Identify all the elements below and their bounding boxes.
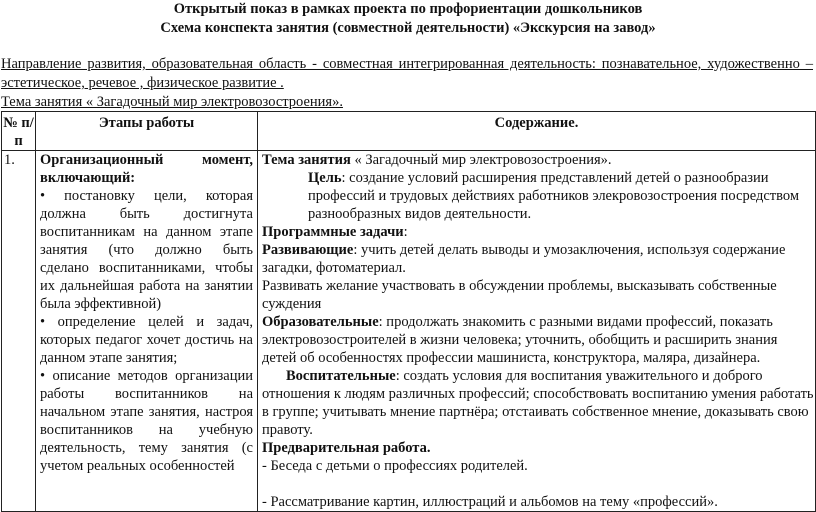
content-goal <box>262 169 815 223</box>
preparatory-item: - Беседа с детьми о профессиях родителей. <box>262 458 528 474</box>
stage-item: • описание методов организации работы воспитанников на начальном этапе занятия, настроя воспитанников на учебную деятельность, тему занятия (с учетом реальных особенностей <box>40 367 253 475</box>
content-tasks-heading <box>262 223 815 241</box>
table-row <box>2 151 816 512</box>
upbringing-label: Воспитательные <box>286 368 396 384</box>
lesson-outline-table <box>1 111 816 512</box>
preparatory-item: - Рассматривание картин, иллюстраций и альбомов на тему «профессий». <box>262 494 718 510</box>
content-developmental-2: Развивать желание участвовать в обсуждении проблемы, высказывать собственные суждения <box>262 278 777 312</box>
column-header-stages: Этапы работы <box>36 112 258 151</box>
document-title-line-1: Открытый показ в рамках проекта по профориентации дошкольников <box>173 1 643 17</box>
topic-text: « Загадочный мир электровозостроения». <box>350 152 612 168</box>
content-topic <box>262 151 815 169</box>
educational-text: : продолжать знакомить с разными видами профессий, показать электровозостроителей в жизни человека; уточнить, обобщить и расширить знания детей об особенностях профессии машиниста, конструктора, маляра, дизайнера. <box>262 314 778 366</box>
content-educational <box>262 313 815 367</box>
document-title-line-2: Схема конспекта занятия (совместной деятельности) «Экскурсия на завод» <box>160 20 656 36</box>
row-number: 1. <box>2 151 36 512</box>
development-direction: Направление развития, образовательная область - совместная интегрированная деятельность: познавательное, художественно – эстетическое, речевое , физическое развитие . <box>1 56 813 91</box>
stage-item: • постановку цели, которая должна быть достигнута воспитанникам на данном этапе занятия (что должно быть сделано воспитанниками, чтобы их дальнейшая работа на занятии была эффективной) <box>40 187 253 313</box>
stage-item: • определение целей и задач, которых педагог хочет достичь на данном этапе занятия; <box>40 313 253 367</box>
topic-label: Тема занятия <box>262 152 351 168</box>
goal-text: : создание условий расширения представлений детей о разнообразии профессий и трудовых действиях работников элекровозостроения посредством разнообразных видов деятельности. <box>308 170 800 222</box>
content-developmental <box>262 241 815 277</box>
educational-label: Образовательные <box>262 314 379 330</box>
upbringing-text: : создать условия для воспитания уважительного и доброго отношения к людям различных профессий; способствовать воспитанию умения работать в группе; учитывать мнение партнёра; отстаивать собственное мнение, доказывать свою правоту. <box>262 368 814 438</box>
preparatory-work-heading: Предварительная работа. <box>262 440 431 456</box>
stage-heading: Организационный момент, включающий: <box>40 152 253 186</box>
lesson-topic: Тема занятия « Загадочный мир электровозостроения». <box>1 94 343 110</box>
column-header-content: Содержание. <box>258 112 816 151</box>
tasks-label: Программные задачи <box>262 224 404 240</box>
developmental-label: Развивающие <box>262 242 354 258</box>
goal-label: Цель <box>308 170 342 186</box>
column-header-number: № п/п <box>2 112 36 151</box>
content-cell <box>258 151 816 512</box>
developmental-text: : учить детей делать выводы и умозаключения, используя содержание загадки, фотоматериал. <box>262 242 786 276</box>
content-upbringing <box>262 367 815 439</box>
stage-cell <box>36 151 258 512</box>
tasks-colon: : <box>403 224 408 240</box>
table-header-row <box>2 112 816 151</box>
